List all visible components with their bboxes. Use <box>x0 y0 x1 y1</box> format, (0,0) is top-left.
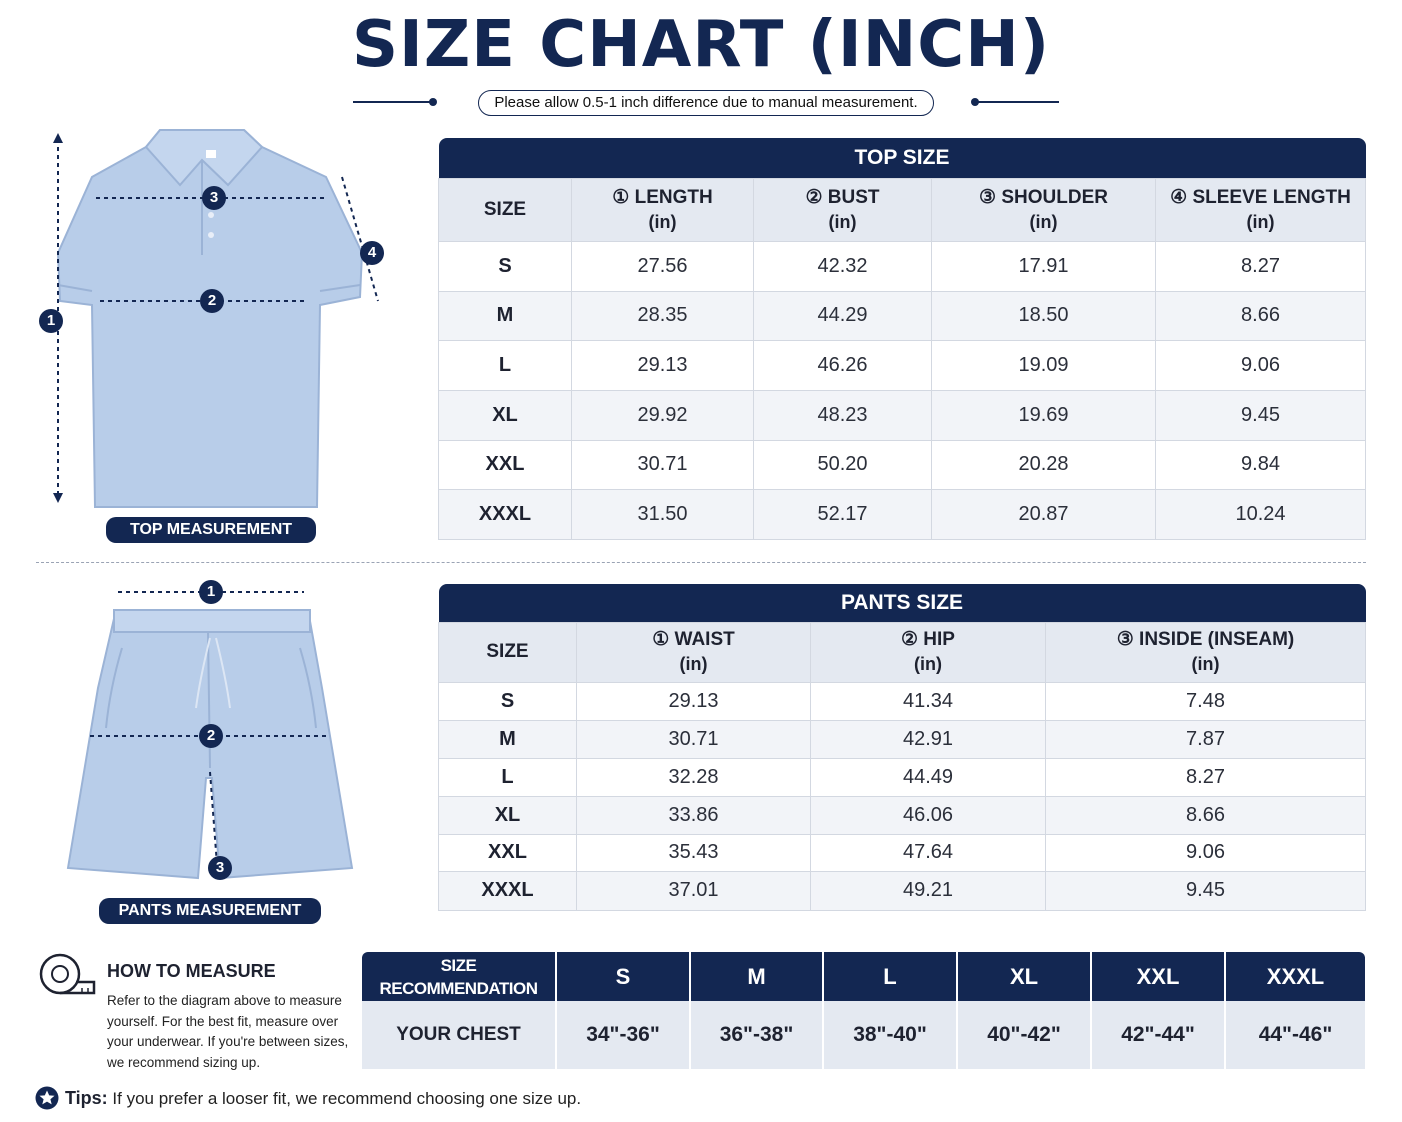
chest-range: 36"-38" <box>691 1001 824 1069</box>
length-cell: 27.56 <box>572 241 754 291</box>
table-row <box>439 871 1366 910</box>
table-row <box>439 291 1366 340</box>
page-title: SIZE CHART (INCH) <box>351 8 1051 82</box>
size-cell: S <box>439 241 572 291</box>
sleeve-cell: 9.06 <box>1156 340 1366 390</box>
chest-range: 34"-36" <box>557 1001 691 1069</box>
rec-size-xxxl: XXXL <box>1226 952 1365 1001</box>
size-cell: XL <box>439 390 572 440</box>
table-row <box>439 682 1366 720</box>
rec-size-m: M <box>691 952 824 1001</box>
bust-header: ② BUST (in) <box>754 178 932 241</box>
waist-cell: 37.01 <box>577 871 811 910</box>
top-size-table <box>438 138 1366 540</box>
top-measurement-label: TOP MEASUREMENT <box>106 517 316 543</box>
arrow-head-down <box>53 493 63 503</box>
size-cell: XXXL <box>439 871 577 910</box>
how-to-measure-text: Refer to the diagram above to measure yourself. For the best fit, measure over your underwear. If you're between sizes, we recommend sizing up. <box>107 993 349 1070</box>
sleeve-cell: 9.84 <box>1156 440 1366 489</box>
waist-cell: 35.43 <box>577 834 811 871</box>
table-row <box>439 834 1366 871</box>
size-cell: L <box>439 758 577 796</box>
size-cell: XL <box>439 796 577 834</box>
waist-cell: 30.71 <box>577 720 811 758</box>
size-cell: M <box>439 720 577 758</box>
decorative-line-right <box>975 101 1059 103</box>
bust-cell: 50.20 <box>754 440 932 489</box>
rec-size-xl: XL <box>958 952 1092 1001</box>
bust-cell: 44.29 <box>754 291 932 340</box>
chest-range: 38"-40" <box>824 1001 958 1069</box>
inseam-cell: 9.06 <box>1046 834 1366 871</box>
sleeve-cell: 8.66 <box>1156 291 1366 340</box>
hip-cell: 44.49 <box>811 758 1046 796</box>
marker-2-icon: 2 <box>200 289 224 313</box>
size-cell: S <box>439 682 577 720</box>
table-row <box>439 241 1366 291</box>
decorative-line-left <box>353 101 433 103</box>
top-size-title: TOP SIZE <box>439 138 1366 178</box>
shoulder-cell: 18.50 <box>932 291 1156 340</box>
length-cell: 29.92 <box>572 390 754 440</box>
pants-size-table <box>438 584 1366 911</box>
bust-cell: 48.23 <box>754 390 932 440</box>
pants-measurement-label: PANTS MEASUREMENT <box>99 898 321 924</box>
marker-3-icon: 3 <box>202 186 226 210</box>
size-cell: XXXL <box>439 489 572 539</box>
shoulder-cell: 17.91 <box>932 241 1156 291</box>
marker-2-icon: 2 <box>199 724 223 748</box>
how-to-measure-title: HOW TO MEASURE <box>107 961 276 981</box>
rec-size-xxl: XXL <box>1092 952 1226 1001</box>
length-cell: 28.35 <box>572 291 754 340</box>
hip-header: ② HIP (in) <box>811 622 1046 682</box>
rec-size-l: L <box>824 952 958 1001</box>
waist-cell: 33.86 <box>577 796 811 834</box>
your-chest-label: YOUR CHEST <box>362 1001 557 1069</box>
inseam-cell: 9.45 <box>1046 871 1366 910</box>
polo-shirt-illustration <box>30 125 400 515</box>
shoulder-cell: 19.69 <box>932 390 1156 440</box>
hip-cell: 42.91 <box>811 720 1046 758</box>
size-cell: L <box>439 340 572 390</box>
tape-measure-icon <box>38 952 98 1000</box>
chest-range: 44"-46" <box>1226 1001 1365 1069</box>
table-row <box>439 758 1366 796</box>
chest-range: 40"-42" <box>958 1001 1092 1069</box>
bust-cell: 52.17 <box>754 489 932 539</box>
inseam-cell: 7.87 <box>1046 720 1366 758</box>
length-header: ① LENGTH (in) <box>572 178 754 241</box>
decorative-dot-left <box>429 98 437 106</box>
marker-1-icon: 1 <box>199 580 223 604</box>
tips-line <box>65 1088 581 1109</box>
size-cell: XXL <box>439 834 577 871</box>
hip-cell: 47.64 <box>811 834 1046 871</box>
table-row <box>439 796 1366 834</box>
size-cell: M <box>439 291 572 340</box>
shoulder-cell: 20.28 <box>932 440 1156 489</box>
waist-cell: 29.13 <box>577 682 811 720</box>
size-cell: XXL <box>439 440 572 489</box>
sleeve-cell: 8.27 <box>1156 241 1366 291</box>
sleeve-length-header: ④ SLEEVE LENGTH (in) <box>1156 178 1366 241</box>
marker-3-icon: 3 <box>208 856 232 880</box>
hip-cell: 46.06 <box>811 796 1046 834</box>
table-row <box>439 340 1366 390</box>
size-recommendation-table <box>362 952 1365 1069</box>
table-row <box>439 390 1366 440</box>
rec-size-s: S <box>557 952 691 1001</box>
bust-cell: 46.26 <box>754 340 932 390</box>
sleeve-cell: 10.24 <box>1156 489 1366 539</box>
inseam-cell: 8.66 <box>1046 796 1366 834</box>
inseam-cell: 7.48 <box>1046 682 1366 720</box>
hip-cell: 41.34 <box>811 682 1046 720</box>
inseam-cell: 8.27 <box>1046 758 1366 796</box>
inseam-header: ③ INSIDE (INSEAM) (in) <box>1046 622 1366 682</box>
table-row <box>439 720 1366 758</box>
shoulder-cell: 19.09 <box>932 340 1156 390</box>
shoulder-cell: 20.87 <box>932 489 1156 539</box>
measurement-note: Please allow 0.5-1 inch difference due to manual measurement. <box>478 90 934 116</box>
marker-1-icon: 1 <box>39 309 63 333</box>
bust-cell: 42.32 <box>754 241 932 291</box>
shoulder-header: ③ SHOULDER (in) <box>932 178 1156 241</box>
star-badge-icon <box>35 1086 59 1110</box>
pants-size-title: PANTS SIZE <box>439 584 1366 622</box>
length-cell: 29.13 <box>572 340 754 390</box>
table-row <box>439 440 1366 489</box>
hip-cell: 49.21 <box>811 871 1046 910</box>
sleeve-cell: 9.45 <box>1156 390 1366 440</box>
waist-cell: 32.28 <box>577 758 811 796</box>
size-header: SIZE <box>439 622 577 682</box>
tips-text: If you prefer a looser fit, we recommend choosing one size up. <box>112 1089 582 1108</box>
arrow-head-up <box>53 133 63 143</box>
length-cell: 31.50 <box>572 489 754 539</box>
table-row <box>439 489 1366 539</box>
waist-header: ① WAIST (in) <box>577 622 811 682</box>
marker-4-icon: 4 <box>360 241 384 265</box>
chest-range: 42"-44" <box>1092 1001 1226 1069</box>
size-recommendation-label: SIZE RECOMMENDATION <box>362 952 557 1001</box>
size-header: SIZE <box>439 178 572 241</box>
length-cell: 30.71 <box>572 440 754 489</box>
tips-label: Tips: <box>65 1088 108 1108</box>
section-divider <box>36 562 1366 563</box>
